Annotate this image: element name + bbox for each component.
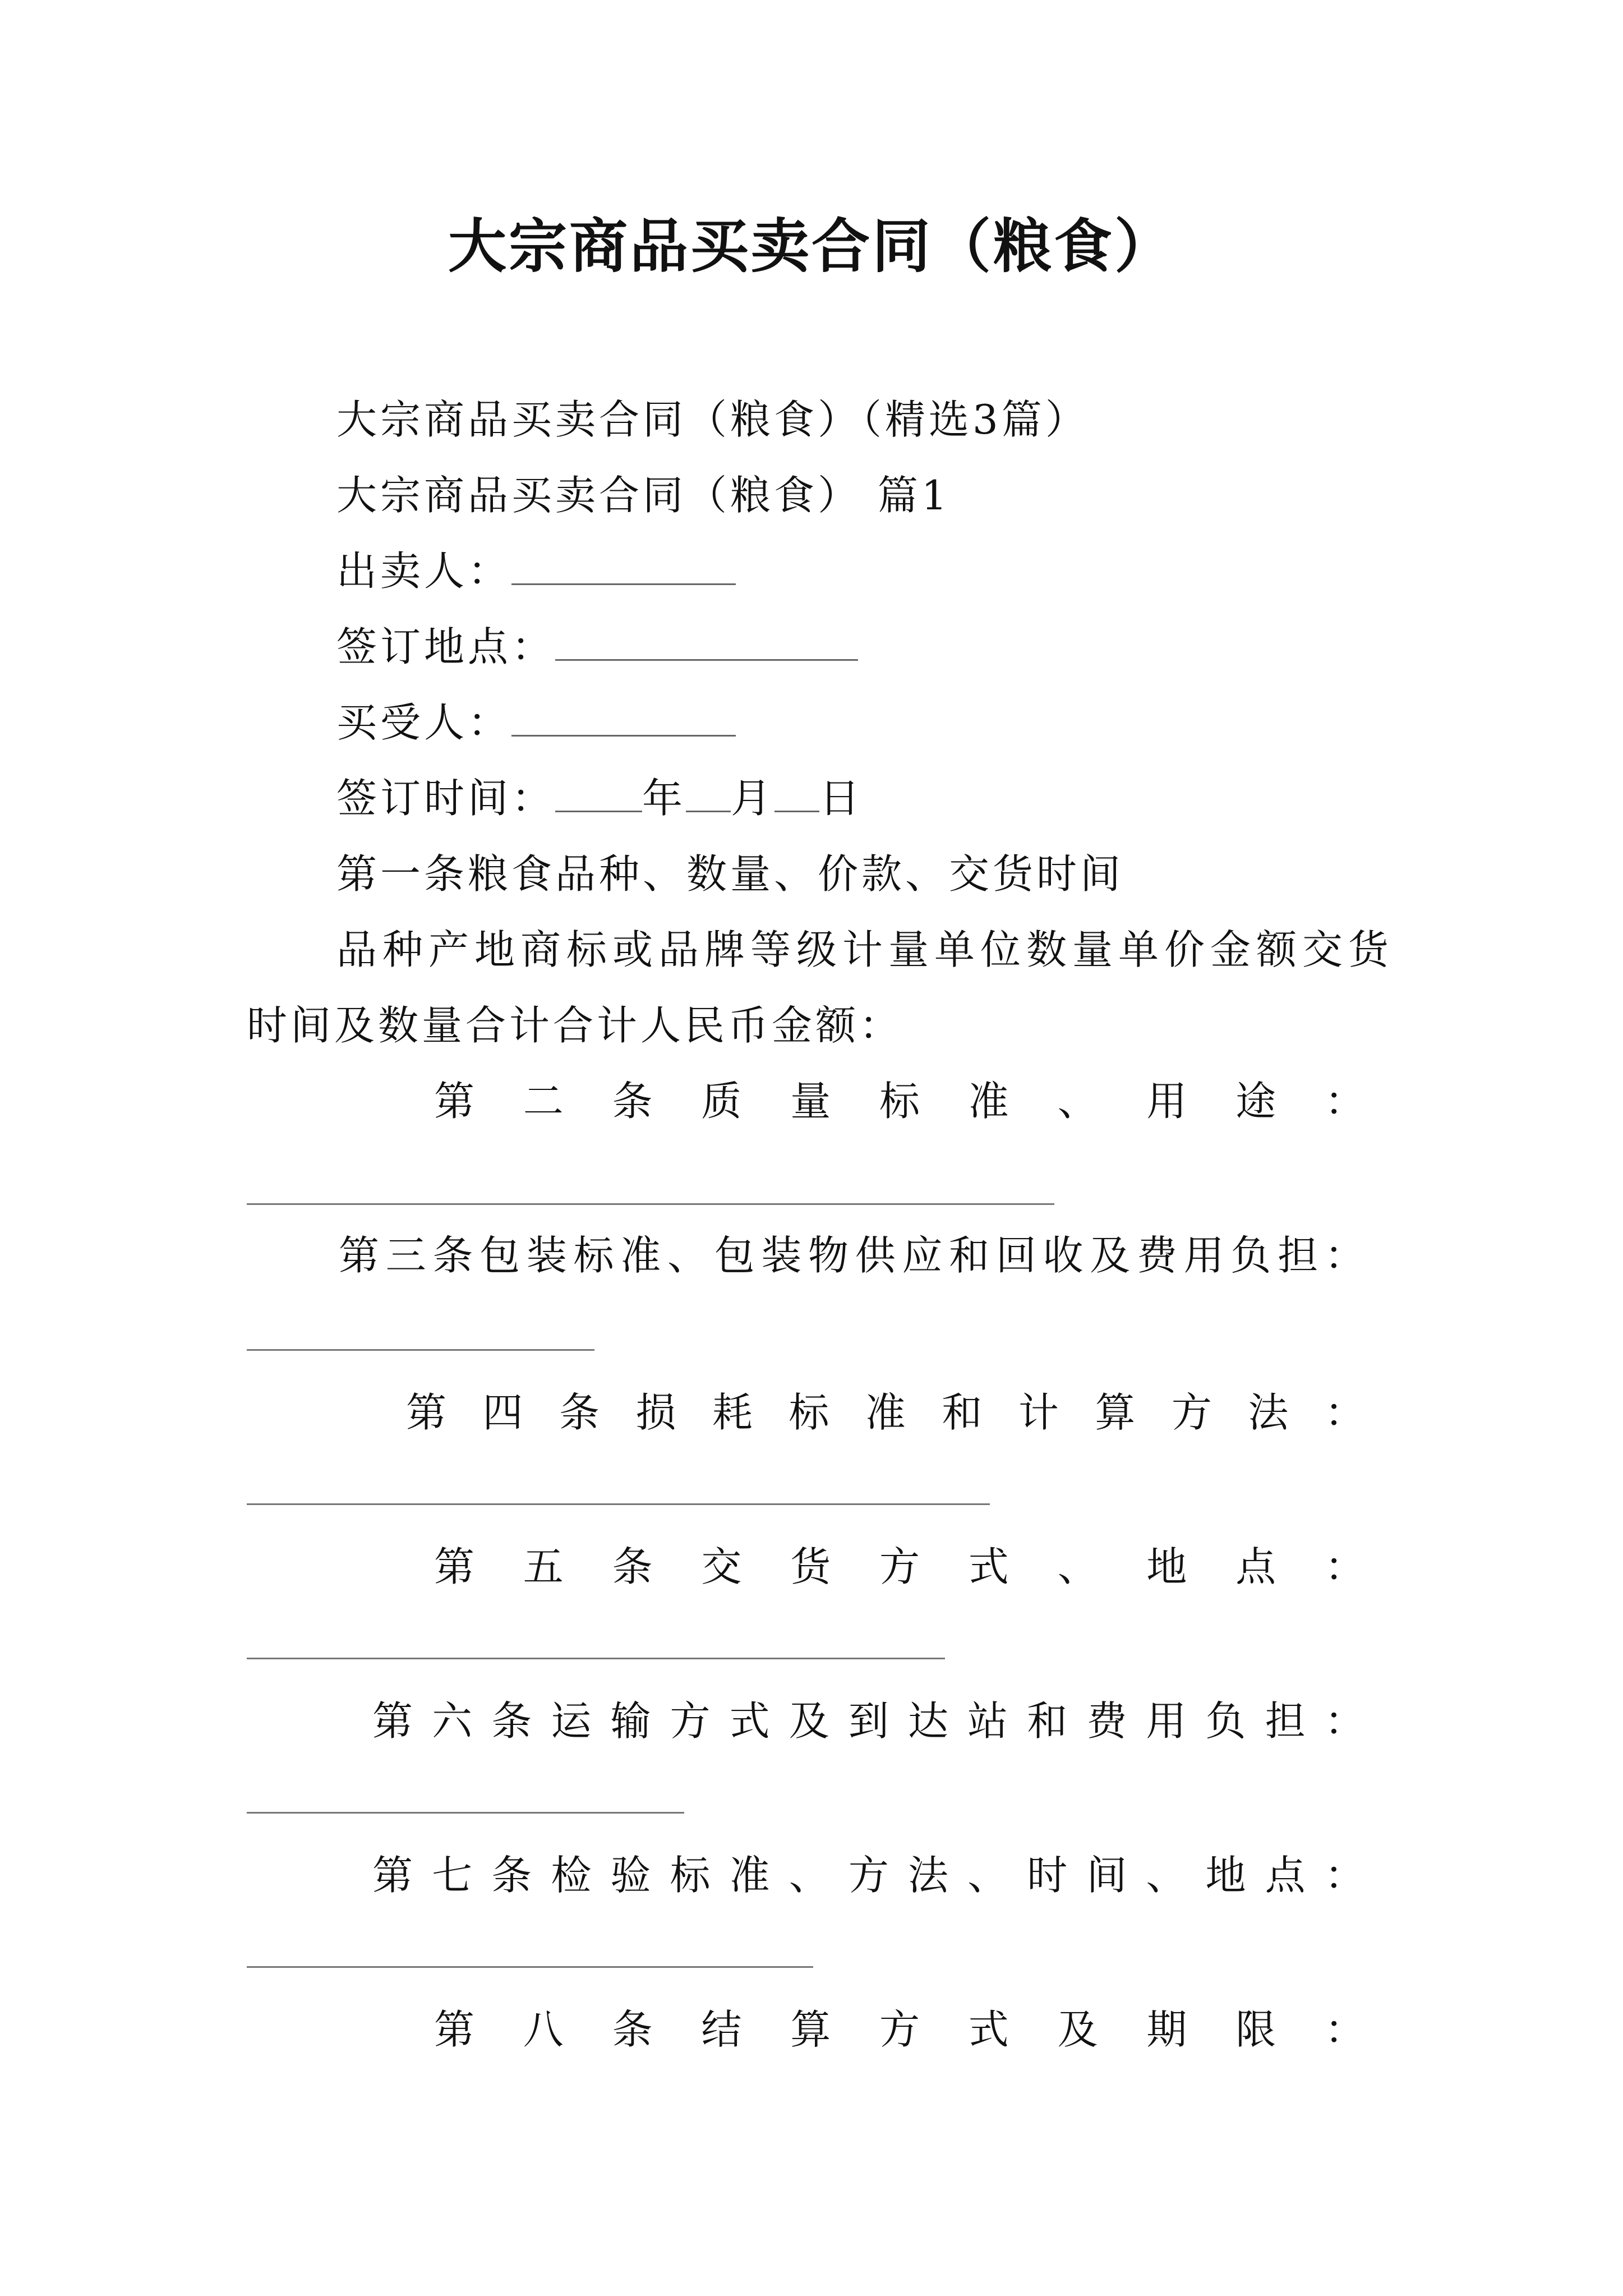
article-char: 用: [1146, 1078, 1187, 1125]
article-char: 、: [1057, 1078, 1098, 1125]
buyer-label: 买受人：: [336, 699, 512, 746]
intro-line: 大宗商品买卖合同（粮食）（精选3篇）: [336, 396, 1089, 443]
article-char: 地: [1205, 1852, 1246, 1899]
article-char: 条: [491, 1697, 532, 1745]
article-char: ：: [1324, 1852, 1365, 1899]
article-char: 物: [808, 1232, 849, 1279]
sign-place-blank: [555, 635, 858, 661]
document-title: 大宗商品买卖合同（粮食）: [448, 211, 1175, 280]
article-char: 担: [1278, 1232, 1318, 1279]
article-char: 交: [701, 1543, 742, 1590]
article-char: 式: [968, 2006, 1009, 2053]
article-char: 条: [559, 1389, 600, 1436]
article-char: 达: [907, 1697, 948, 1745]
article-char: 途: [1235, 1078, 1276, 1125]
article-char: 二: [523, 1078, 564, 1125]
article-char: 回: [995, 1232, 1036, 1279]
year-label: 年: [642, 775, 686, 822]
article-char: 负: [1230, 1232, 1271, 1279]
article-char: 供: [855, 1232, 896, 1279]
buyer-blank: [511, 711, 736, 737]
article-char: 方: [879, 1543, 920, 1590]
article-4-blank: [247, 1503, 990, 1505]
article-char: 第: [434, 1543, 475, 1590]
article-2: [434, 1069, 1365, 1127]
article-char: 和: [942, 1389, 983, 1436]
article-char: 负: [1205, 1697, 1246, 1745]
day-blank: [774, 786, 819, 812]
article-char: 到: [848, 1697, 889, 1745]
article-char: 站: [967, 1697, 1008, 1745]
article-char: 准: [968, 1078, 1009, 1125]
article-char: 质: [701, 1078, 742, 1125]
article-7: [372, 1843, 1365, 1901]
article-char: 费: [1136, 1232, 1177, 1279]
article-6-blank: [247, 1812, 684, 1814]
article-char: 装: [526, 1232, 567, 1279]
day-label: 日: [819, 775, 864, 822]
article-char: 、: [1057, 1543, 1098, 1590]
article-char: ：: [1324, 1389, 1365, 1436]
article-char: 间: [1086, 1852, 1127, 1899]
article-char: 方: [1171, 1389, 1212, 1436]
seller-field: [336, 539, 736, 597]
article-char: 第: [434, 1078, 475, 1125]
article-char: 八: [523, 2006, 564, 2053]
article-char: 方: [879, 2006, 920, 2053]
article-char: 运: [551, 1697, 592, 1745]
article-char: 、: [1146, 1852, 1187, 1899]
article-char: 点: [1265, 1852, 1306, 1899]
article-char: 装: [761, 1232, 802, 1279]
article-char: 用: [1146, 1697, 1187, 1745]
article-char: 条: [612, 1078, 653, 1125]
article-char: 限: [1235, 2006, 1276, 2053]
article-char: 七: [432, 1852, 473, 1899]
month-blank: [686, 786, 731, 812]
buyer-field: [336, 690, 736, 748]
article-5-blank: [247, 1658, 945, 1659]
sign-place-label: 签订地点：: [336, 623, 556, 670]
article-char: 货: [790, 1543, 831, 1590]
article-char: 输: [610, 1697, 651, 1745]
article-char: 点: [1235, 1543, 1276, 1590]
month-label: 月: [731, 775, 775, 822]
article-6: [372, 1688, 1365, 1747]
seller-label: 出卖人：: [336, 547, 512, 595]
article-char: 、: [967, 1852, 1008, 1899]
article-char: 准: [620, 1232, 661, 1279]
article-char: 计: [1018, 1389, 1059, 1436]
article-char: 算: [1095, 1389, 1136, 1436]
year-blank: [555, 786, 642, 812]
article-5: [434, 1534, 1365, 1593]
article-char: 收: [1043, 1232, 1083, 1279]
article-char: 标: [670, 1852, 711, 1899]
article-char: 包: [479, 1232, 520, 1279]
article-char: 式: [729, 1697, 770, 1745]
article-3-blank: [247, 1349, 594, 1351]
seller-blank: [511, 559, 736, 585]
article-char: 标: [879, 1078, 920, 1125]
article-char: 及: [1057, 2006, 1098, 2053]
article-char: 第: [339, 1232, 380, 1279]
section-heading: 大宗商品买卖合同（粮食） 篇1: [336, 472, 951, 519]
article-char: 标: [573, 1232, 614, 1279]
article-char: 方: [670, 1697, 711, 1745]
article-7-blank: [247, 1966, 813, 1968]
article-char: ：: [1324, 2006, 1365, 2053]
article-char: ：: [1324, 1697, 1365, 1745]
article-8: [434, 1997, 1365, 2055]
article-char: 损: [635, 1389, 676, 1436]
sign-place-field: [336, 614, 858, 673]
article-char: 五: [523, 1543, 564, 1590]
article-char: 三: [385, 1232, 426, 1279]
article-char: 第: [434, 2006, 475, 2053]
sign-time-label: 签订时间：: [336, 775, 556, 822]
article-char: ：: [1324, 1232, 1365, 1279]
article-char: 六: [432, 1697, 473, 1745]
article-char: 四: [482, 1389, 523, 1436]
article-char: 方: [848, 1852, 889, 1899]
article-char: 算: [790, 2006, 831, 2053]
article-char: 法: [907, 1852, 948, 1899]
article-char: 包: [714, 1232, 755, 1279]
article-char: 及: [789, 1697, 829, 1745]
article-char: ：: [1324, 1078, 1365, 1125]
article-char: 、: [667, 1232, 708, 1279]
article-char: 准: [729, 1852, 770, 1899]
article-char: ：: [1324, 1543, 1365, 1590]
article-4: [406, 1380, 1365, 1438]
article-char: 第: [406, 1389, 447, 1436]
article-char: 地: [1146, 1543, 1187, 1590]
article-char: 及: [1090, 1232, 1131, 1279]
article-3: [339, 1223, 1365, 1281]
article-char: 式: [968, 1543, 1009, 1590]
article-char: 结: [701, 2006, 742, 2053]
article-char: 条: [432, 1232, 473, 1279]
article-char: 第: [372, 1697, 413, 1745]
article-1-detail-line1: 品种产地商标或品牌等级计量单位数量单价金额交货: [336, 926, 1395, 973]
article-char: 条: [612, 1543, 653, 1590]
article-char: 和: [949, 1232, 990, 1279]
article-char: 验: [610, 1852, 651, 1899]
article-char: 应: [902, 1232, 943, 1279]
article-1-detail-line2: 时间及数量合计合计人民币金额：: [247, 1002, 903, 1049]
article-char: 条: [491, 1852, 532, 1899]
article-2-blank: [247, 1203, 1054, 1205]
article-char: 准: [865, 1389, 906, 1436]
sign-time-field: [336, 766, 863, 824]
article-char: 时: [1027, 1852, 1068, 1899]
article-char: 检: [551, 1852, 592, 1899]
article-char: 和: [1027, 1697, 1068, 1745]
article-char: 第: [372, 1852, 413, 1899]
article-char: 标: [789, 1389, 829, 1436]
article-char: 用: [1183, 1232, 1224, 1279]
article-char: 担: [1265, 1697, 1306, 1745]
article-char: 耗: [712, 1389, 753, 1436]
article-char: 条: [612, 2006, 653, 2053]
article-char: 量: [790, 1078, 831, 1125]
article-1: 第一条粮食品种、数量、价款、交货时间: [336, 850, 1124, 898]
article-char: 期: [1146, 2006, 1187, 2053]
article-char: 费: [1086, 1697, 1127, 1745]
article-char: 法: [1248, 1389, 1289, 1436]
article-char: 、: [789, 1852, 829, 1899]
